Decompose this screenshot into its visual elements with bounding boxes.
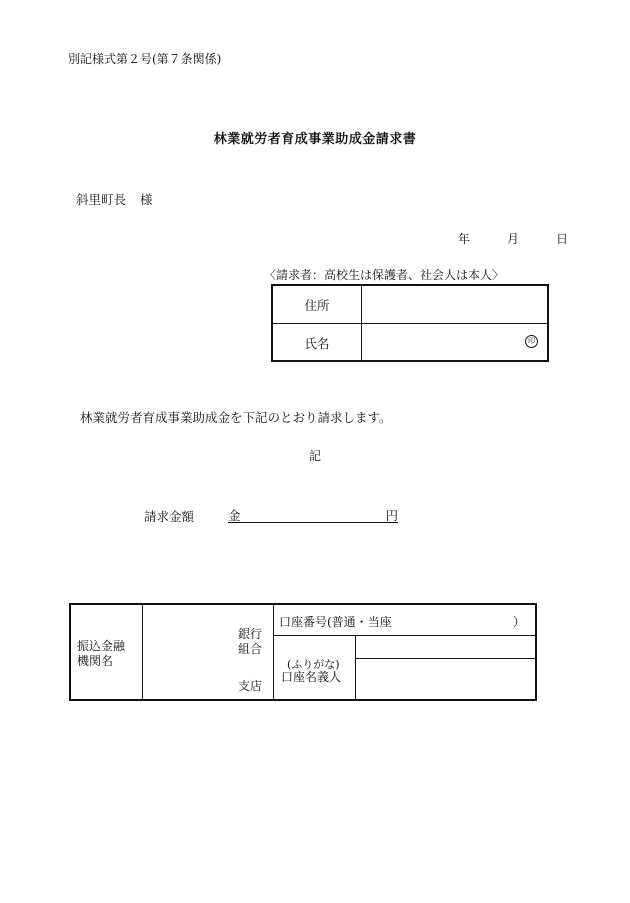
holder-label: 口座名義人 [281, 670, 342, 684]
amount-field[interactable] [228, 506, 398, 523]
bank-union-label: 銀行 組合 [238, 627, 263, 656]
claimant-name-row [273, 324, 547, 361]
date-month-label: 月 [507, 232, 520, 246]
claimant-address-row [273, 286, 547, 324]
addressee-honorific: 様 [140, 192, 153, 207]
amount-prefix: 金 [228, 508, 241, 523]
request-statement: 林業就労者育成事業助成金を下記のとおり請求します。 [80, 410, 392, 425]
amount-suffix: 円 [385, 508, 398, 523]
bank-table [69, 603, 537, 701]
claimant-note: 〈請求者：高校生は保護者、社会人は本人〉 [264, 268, 505, 282]
divider [273, 605, 274, 699]
divider [355, 635, 356, 699]
date-day-label: 日 [556, 232, 569, 246]
seal-mark: 印 [525, 335, 538, 348]
ki-heading: 記 [308, 449, 321, 463]
addressee [76, 190, 153, 208]
divider [142, 605, 143, 699]
divider [355, 658, 535, 659]
account-number-close: ） [513, 615, 526, 629]
branch-label: 支店 [238, 679, 263, 693]
address-label: 住所 [273, 286, 362, 323]
form-number-label: 別記様式第２号(第７条関係) [68, 52, 222, 66]
institution-label: 振込金融 機関名 [77, 639, 126, 668]
furigana-label: (ふりがな) [287, 658, 340, 671]
account-number-label: 口座番号(普通・当座 [279, 615, 392, 629]
claimant-table [271, 284, 549, 362]
name-label: 氏名 [273, 324, 362, 361]
addressee-name: 斜里町長 [76, 192, 127, 207]
divider [273, 635, 535, 636]
document-title: 林業就労者育成事業助成金請求書 [213, 132, 417, 147]
date-year-label: 年 [458, 232, 471, 246]
amount-label: 請求金額 [144, 509, 195, 524]
